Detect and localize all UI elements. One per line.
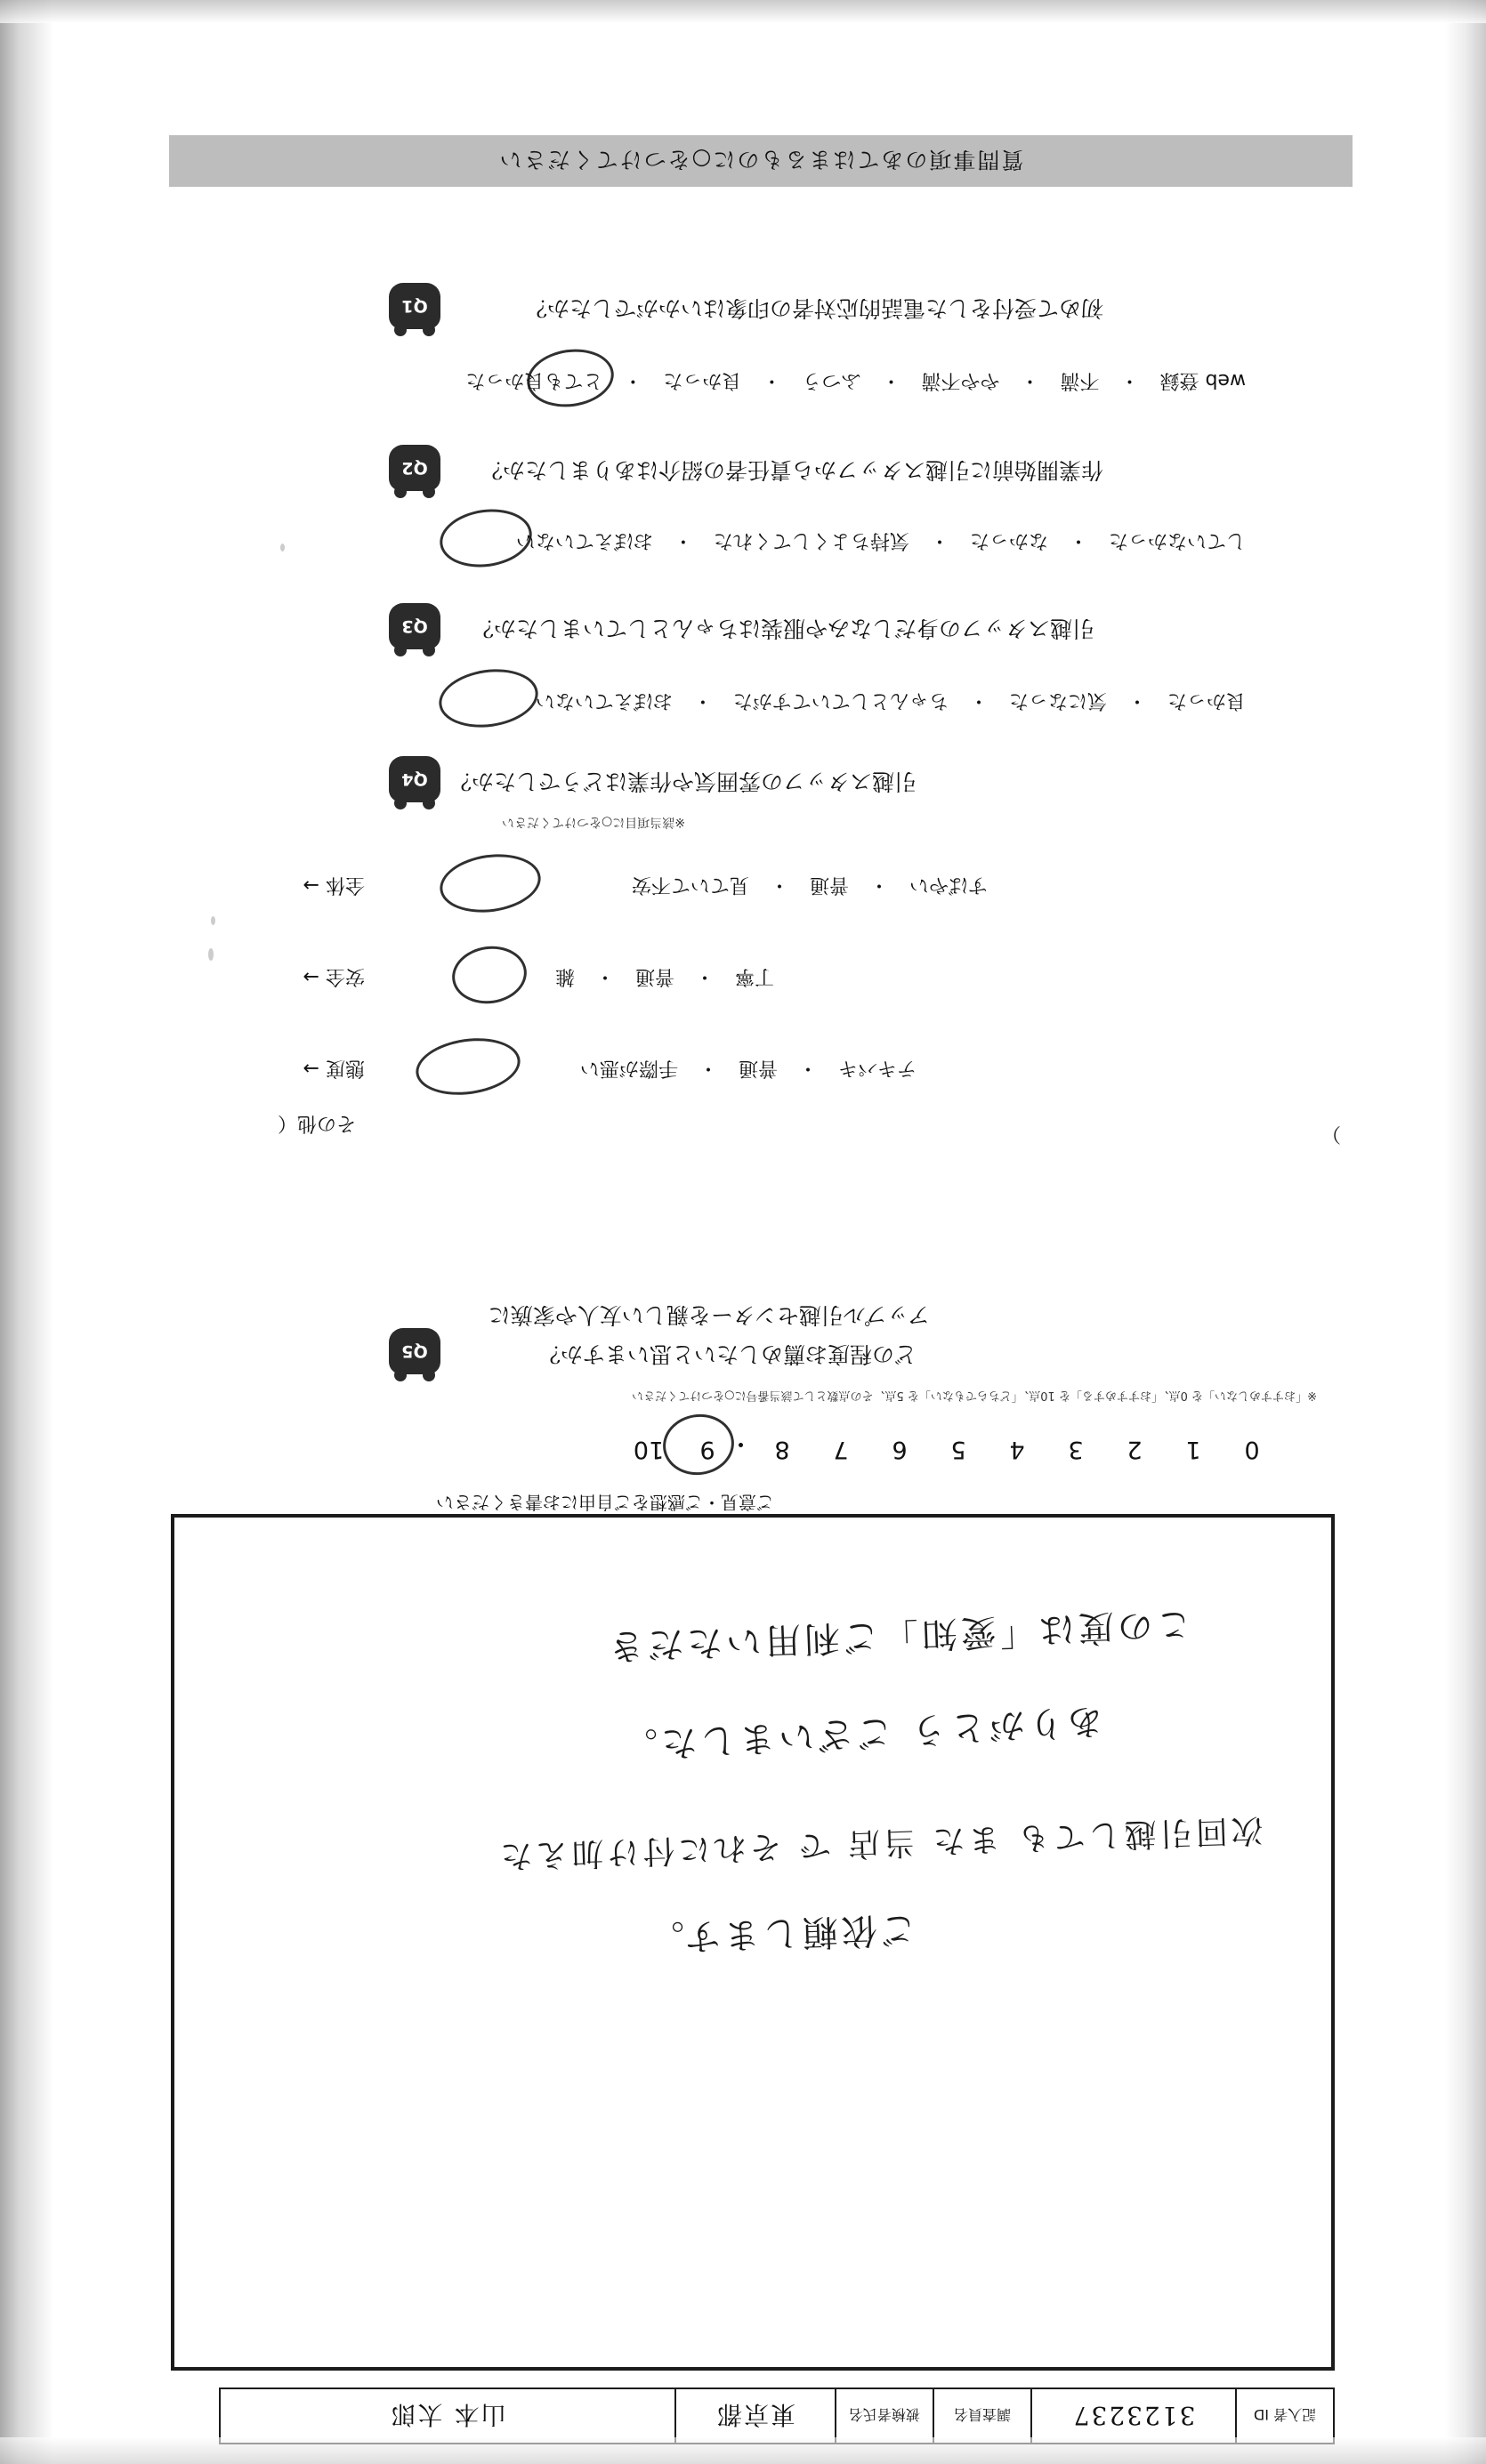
surveyor-label-cell: 調査員名: [933, 2389, 1030, 2443]
q1-text: 初めて受付をした電話的応対者の印象はいかがでしたか？: [524, 295, 1103, 321]
dot-sep: ・: [762, 369, 782, 391]
handwritten-line-4: ご依頼します。: [644, 1907, 917, 1959]
comment-label: ご意見・ご感想をご自由にお書きください: [436, 1492, 774, 1513]
q5-note: ※「おすすめしない」を 0点、「おすすめする」を 10点、「どちらでもない」を 5点、その点数として該当番号に○をつけてください: [632, 1389, 1317, 1402]
scale-tick-7[interactable]: 7: [833, 1436, 849, 1463]
scale-tick-9[interactable]: 9: [699, 1436, 715, 1463]
q2-opt-2[interactable]: なかった: [969, 529, 1048, 552]
q4-row-zentai[interactable]: [295, 873, 365, 900]
q2-options[interactable]: [516, 528, 1246, 556]
dot-sep: ・: [797, 1057, 818, 1079]
q3-opt-1[interactable]: 良かった: [1167, 689, 1246, 712]
q3-opt-2[interactable]: 気になった: [1008, 689, 1107, 712]
scale-tick-2[interactable]: 2: [1127, 1436, 1143, 1463]
handwritten-line-2: ありがとう ございました。: [618, 1699, 1104, 1767]
scale-tick-8[interactable]: 8: [774, 1436, 790, 1463]
q4-anzen-opt-1[interactable]: 丁寧: [734, 965, 774, 987]
q4-row-taido[interactable]: [295, 1056, 365, 1083]
dot-sep: ・: [1127, 689, 1147, 712]
q2-opt-4[interactable]: おぼえていない: [515, 529, 653, 552]
scale-dot-separator: ・: [729, 1429, 753, 1457]
q4-other-closing-paren: ）: [1320, 1123, 1341, 1145]
q3-opt-4[interactable]: おぼえていない: [535, 689, 673, 712]
q4-zentai-selected-circle: [436, 848, 545, 918]
q3-number-badge: Q3: [389, 603, 440, 649]
q1-number-badge: Q1: [389, 283, 440, 329]
dot-sep: ・: [594, 965, 615, 987]
q3-options[interactable]: [536, 688, 1246, 716]
instruction-banner-text: 質問事項のあてはまるものに○をつけてください: [497, 147, 1024, 173]
q4-row-zentai-lead: 全体 →: [303, 874, 365, 896]
dot-sep: ・: [868, 874, 889, 896]
q4-anzen-selected-circle: [448, 941, 530, 1008]
dot-sep: ・: [694, 965, 715, 987]
dot-sep: ・: [692, 689, 713, 712]
q3-text: 引越スタッフの身だしなみや服装はちゃんとしていましたか？: [471, 616, 1094, 641]
q2-selected-circle: [436, 503, 536, 573]
id-table: [219, 2388, 1335, 2444]
q1-opt-yayafuman[interactable]: やや不満: [921, 369, 1000, 391]
dot-sep: ・: [968, 689, 989, 712]
q4-anzen-opt-3[interactable]: 雑: [554, 965, 575, 987]
dot-sep: ・: [1068, 529, 1088, 552]
handwritten-line-1: この度は「愛知」ご利用いただき: [604, 1603, 1193, 1667]
scale-tick-10[interactable]: 10: [633, 1436, 665, 1463]
q3-selected-circle: [435, 664, 542, 734]
q4-other-option[interactable]: その他（: [277, 1112, 356, 1134]
dot-sep: ・: [929, 529, 949, 552]
dot-sep: ・: [698, 1057, 718, 1079]
q2-text: 作業開始前に引越スタッフから責任者の紹介はありましたか？: [480, 457, 1103, 483]
name-value-cell: 山本 太郎: [389, 2400, 506, 2429]
scan-edge-right: [1445, 0, 1486, 2464]
scale-tick-4[interactable]: 4: [1009, 1436, 1025, 1463]
q4-taido-opt-2[interactable]: 普通: [738, 1057, 778, 1079]
id-label-cell: 記入者 ID: [1235, 2389, 1333, 2443]
q5-number-badge: Q5: [389, 1328, 440, 1374]
scale-tick-3[interactable]: 3: [1068, 1436, 1084, 1463]
scale-tick-1[interactable]: 1: [1185, 1436, 1201, 1463]
q4-row-taido-lead: 態度 →: [303, 1057, 365, 1079]
q5-text-line2: どの程度お薦めしたいと思いますか？: [537, 1341, 917, 1367]
scan-edge-bottom: [0, 2437, 1486, 2464]
dot-sep: ・: [623, 369, 643, 391]
instruction-banner: [169, 135, 1353, 187]
q4-zentai-opt-1[interactable]: すばやい: [909, 874, 988, 896]
q4-text: 引越スタッフの雰囲気や作業はどうでしたか？: [448, 769, 917, 794]
scan-speck: [211, 916, 215, 925]
q3-opt-3[interactable]: ちゃんとしていてすがた: [732, 689, 949, 712]
q4-zentai-opt-3[interactable]: 見ていて不安: [631, 874, 749, 896]
q1-opt-web[interactable]: web 登録: [1159, 369, 1246, 391]
q4-anzen-opt-2[interactable]: 普通: [634, 965, 674, 987]
scale-tick-6[interactable]: 6: [892, 1436, 908, 1463]
q1-opt-futsuu[interactable]: ふつう: [802, 369, 861, 391]
q5-text-line1: アップル引越センターを親しい友人や家族に: [488, 1302, 930, 1328]
q4-note: ※該当項目に○をつけてください: [502, 815, 685, 829]
dot-sep: ・: [1119, 369, 1140, 391]
q4-zentai-opt-2[interactable]: 普通: [809, 874, 849, 896]
q1-opt-totemo[interactable]: とても良かった: [465, 369, 603, 391]
q4-row-taido-options[interactable]: [580, 1056, 917, 1083]
handwritten-line-3: 次回引越しても また 当店 で それに付け加えた: [496, 1810, 1264, 1875]
scan-speck: [208, 948, 214, 961]
subject-label-cell: 被検者氏名: [835, 2389, 933, 2443]
q4-row-anzen-options[interactable]: [555, 964, 774, 992]
q4-row-zentai-options[interactable]: [632, 873, 988, 900]
scan-speck: [280, 544, 285, 552]
q1-selected-circle: [523, 343, 618, 412]
q4-taido-selected-circle: [412, 1032, 523, 1101]
scan-edge-left: [0, 0, 53, 2464]
q1-opt-yokatta[interactable]: 良かった: [663, 369, 742, 391]
q2-number-badge: Q2: [389, 445, 440, 491]
scan-edge-top: [0, 0, 1486, 23]
q4-taido-opt-1[interactable]: テキパキ: [837, 1057, 917, 1079]
q1-opt-fuman[interactable]: 不満: [1060, 369, 1100, 391]
scale-tick-0[interactable]: 0: [1244, 1436, 1260, 1463]
q4-taido-opt-3[interactable]: 手際が悪い: [579, 1057, 678, 1079]
q4-row-anzen-lead: 安全 →: [303, 965, 365, 987]
q5-selected-circle: [659, 1410, 739, 1479]
id-value-cell: 3123237: [1030, 2389, 1235, 2443]
q2-opt-3[interactable]: 気持ちよくしてくれた: [713, 529, 909, 552]
dot-sep: ・: [769, 874, 789, 896]
q4-number-badge: Q4: [389, 756, 440, 802]
dot-sep: ・: [673, 529, 693, 552]
dot-sep: ・: [881, 369, 901, 391]
area-value-cell: 東京都: [674, 2389, 835, 2443]
q4-row-anzen[interactable]: [295, 964, 365, 992]
dot-sep: ・: [1020, 369, 1040, 391]
scale-tick-5[interactable]: 5: [950, 1436, 966, 1463]
q2-opt-1[interactable]: していなかった: [1108, 529, 1246, 552]
